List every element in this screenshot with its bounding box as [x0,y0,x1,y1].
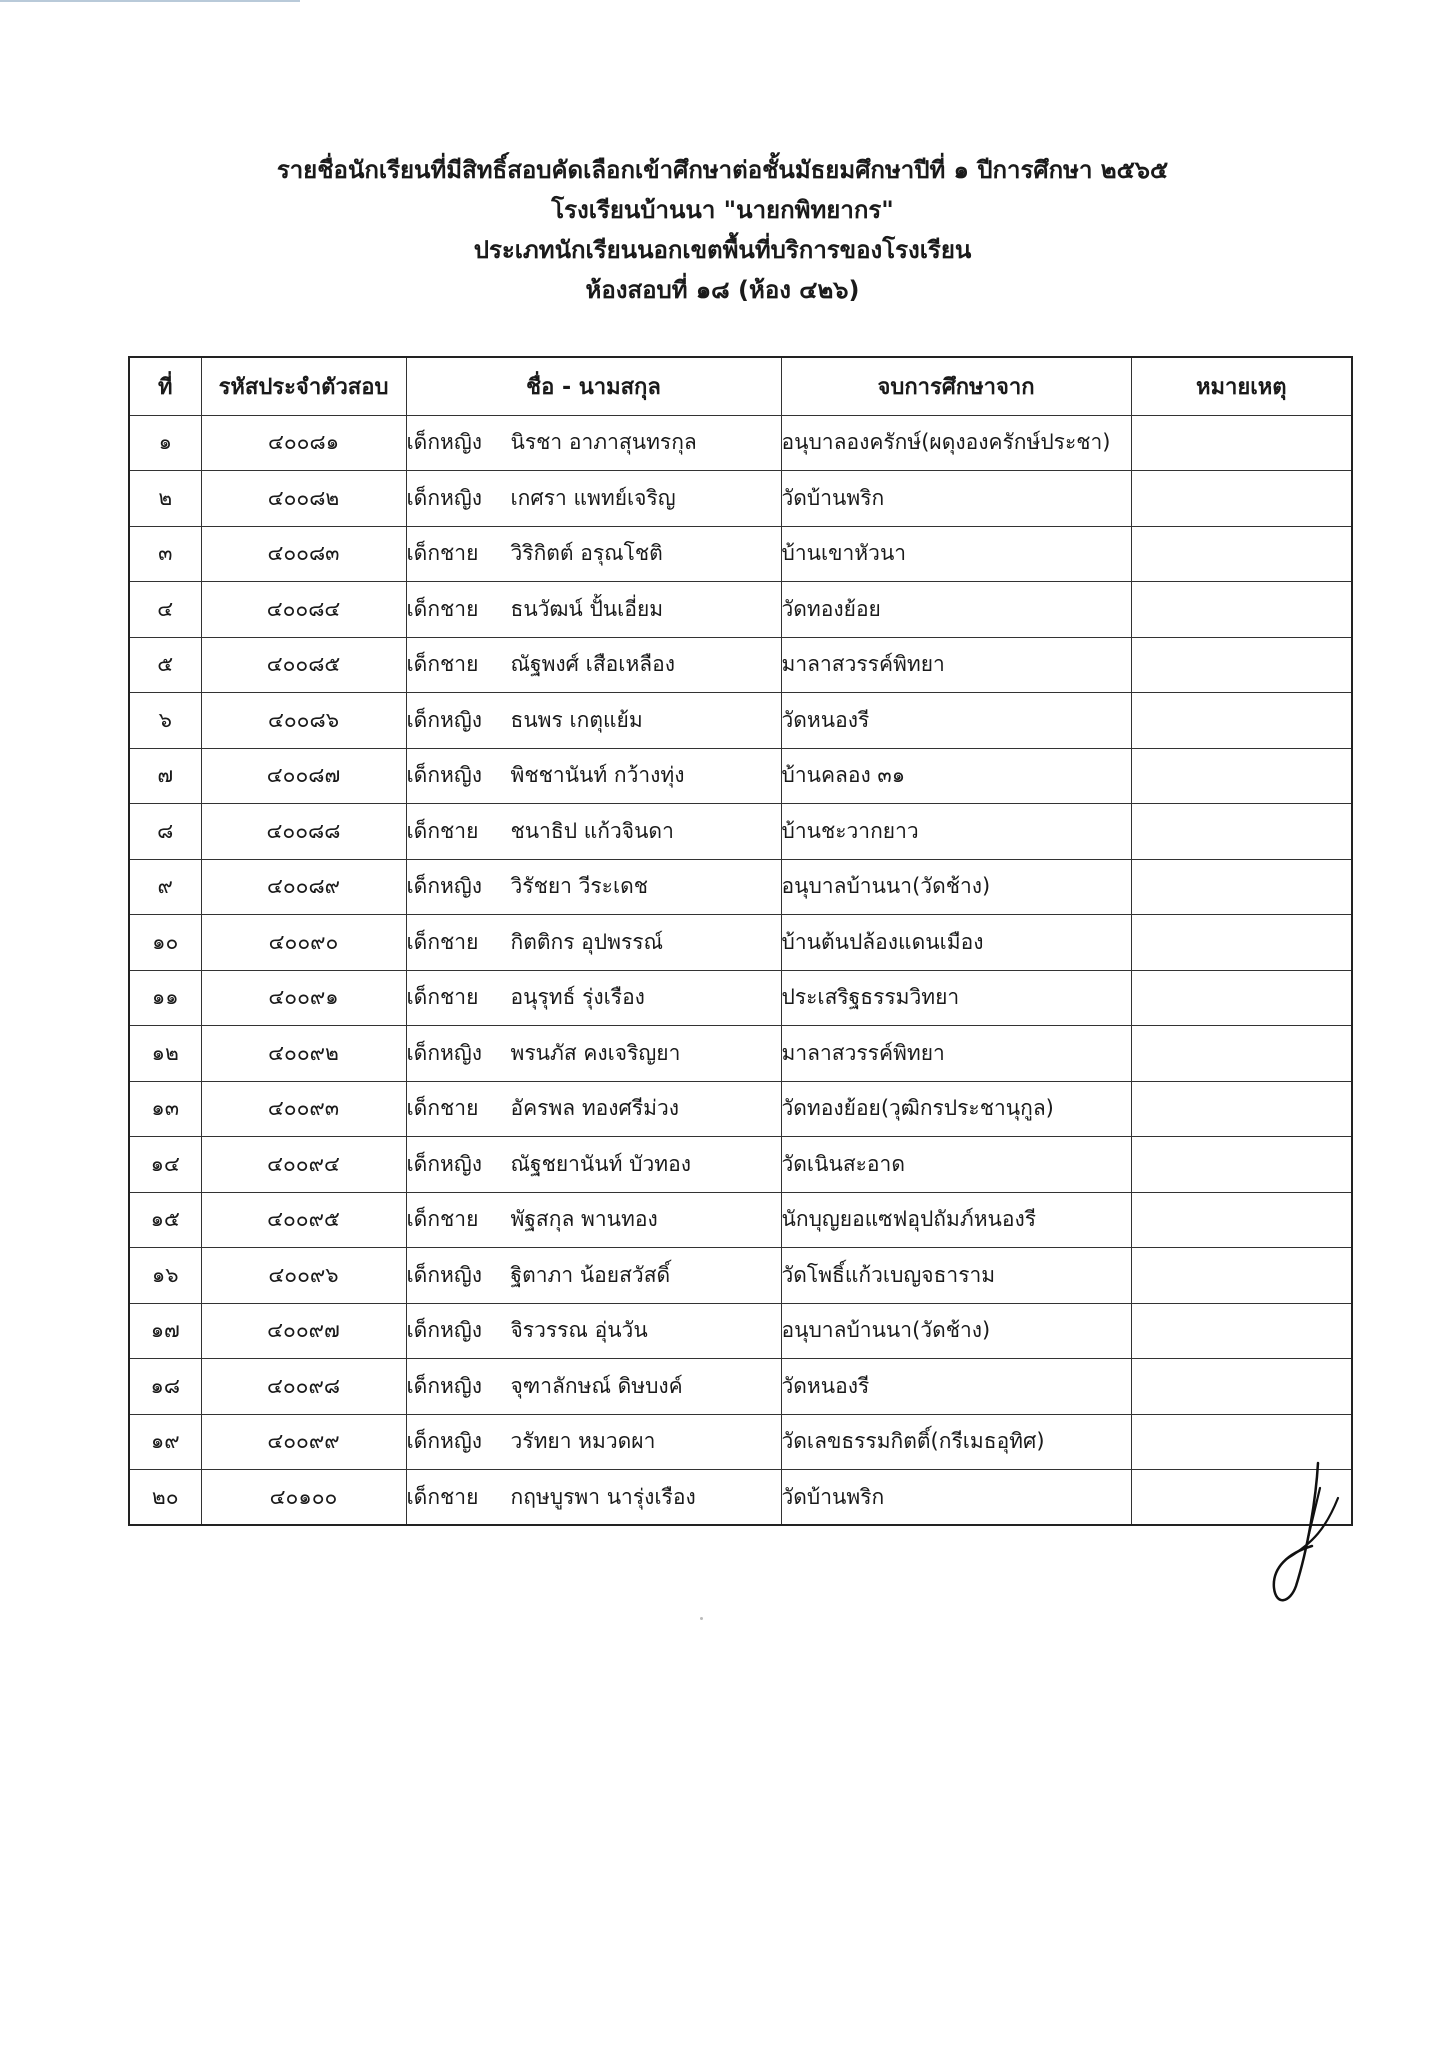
row-number: ๑๕ [129,1192,201,1248]
student-name-cell [406,1248,781,1304]
table-row [129,1137,1352,1193]
exam-id: ๔๐๑๐๐ [201,1470,406,1526]
table-row [129,1303,1352,1359]
row-number: ๒๐ [129,1470,201,1526]
row-number: ๑ [129,415,201,471]
exam-id: ๔๐๐๘๘ [201,804,406,860]
student-name-cell [406,1470,781,1526]
table-row [129,1359,1352,1415]
exam-id: ๔๐๐๘๑ [201,415,406,471]
note-cell [1131,471,1352,527]
student-name: ณัฐพงศ์ เสือเหลือง [510,652,676,677]
row-number: ๑๗ [129,1303,201,1359]
exam-id: ๔๐๐๘๖ [201,693,406,749]
row-number: ๑๙ [129,1414,201,1470]
row-number: ๓ [129,526,201,582]
name-prefix: เด็กหญิง [406,430,483,455]
student-name-cell [406,804,781,860]
name-prefix: เด็กหญิง [406,874,483,899]
table-row [129,915,1352,971]
previous-school: วัดหนองรี [781,693,1131,749]
student-name: พิชชานันท์ กว้างทุ่ง [510,763,685,788]
student-name: กิตติกร อุปพรรณ์ [510,929,663,954]
student-name: วิริกิตต์ อรุณโชติ [510,541,663,566]
student-name-cell [406,1137,781,1193]
student-table-container [128,356,1351,1526]
name-prefix: เด็กชาย [406,541,479,566]
table-row [129,471,1352,527]
exam-id: ๔๐๐๙๔ [201,1137,406,1193]
previous-school: บ้านต้นปล้องแดนเมือง [781,915,1131,971]
note-cell [1131,415,1352,471]
note-cell [1131,637,1352,693]
table-row [129,1081,1352,1137]
table-row [129,582,1352,638]
exam-id: ๔๐๐๘๔ [201,582,406,638]
table-row [129,1026,1352,1082]
name-prefix: เด็กชาย [406,818,479,843]
row-number: ๑๖ [129,1248,201,1304]
previous-school: วัดบ้านพริก [781,1470,1131,1526]
scan-speck [700,1617,703,1620]
table-row [129,804,1352,860]
document-header [200,150,1245,310]
previous-school: วัดทองย้อย(วุฒิกรประชานุกูล) [781,1081,1131,1137]
exam-id: ๔๐๐๙๕ [201,1192,406,1248]
exam-id: ๔๐๐๙๓ [201,1081,406,1137]
name-prefix: เด็กหญิง [406,1373,483,1398]
note-cell [1131,859,1352,915]
student-name: วิรัชยา วีระเดช [510,874,649,899]
header-no: ที่ [129,357,201,415]
note-cell [1131,1192,1352,1248]
student-name-cell [406,582,781,638]
name-prefix: เด็กชาย [406,929,479,954]
student-name-cell [406,637,781,693]
previous-school: มาลาสวรรค์พิทยา [781,1026,1131,1082]
table-row [129,748,1352,804]
student-name: กฤษบูรพา นารุ่งเรือง [510,1484,696,1509]
row-number: ๖ [129,693,201,749]
note-cell [1131,582,1352,638]
note-cell [1131,1026,1352,1082]
previous-school: วัดทองย้อย [781,582,1131,638]
name-prefix: เด็กหญิง [406,1040,483,1065]
note-cell [1131,915,1352,971]
name-prefix: เด็กชาย [406,1207,479,1232]
table-row [129,859,1352,915]
student-name: พัฐสกุล พานทอง [510,1207,658,1232]
note-cell [1131,804,1352,860]
row-number: ๙ [129,859,201,915]
row-number: ๑๒ [129,1026,201,1082]
student-name: ฐิตาภา น้อยสวัสดิ์ [510,1262,671,1287]
student-name: จุฑาลักษณ์ ดิษบงค์ [510,1373,683,1398]
row-number: ๗ [129,748,201,804]
student-category: ประเภทนักเรียนนอกเขตพื้นที่บริการของโรงเรียน [473,236,972,264]
previous-school: อนุบาลบ้านนา(วัดช้าง) [781,1303,1131,1359]
name-prefix: เด็กชาย [406,1484,479,1509]
note-cell [1131,1137,1352,1193]
exam-id: ๔๐๐๙๑ [201,970,406,1026]
name-prefix: เด็กหญิง [406,1151,483,1176]
table-row [129,970,1352,1026]
student-name-cell [406,1026,781,1082]
row-number: ๕ [129,637,201,693]
student-name-cell [406,748,781,804]
school-name: โรงเรียนบ้านนา "นายกพิทยากร" [551,196,894,224]
exam-id: ๔๐๐๙๒ [201,1026,406,1082]
previous-school: นักบุญยอแซฟอุปถัมภ์หนองรี [781,1192,1131,1248]
header-exam-id: รหัสประจำตัวสอบ [201,357,406,415]
note-cell [1131,1081,1352,1137]
name-prefix: เด็กหญิง [406,707,483,732]
previous-school: วัดเนินสะอาด [781,1137,1131,1193]
table-body [129,415,1352,1525]
table-row [129,637,1352,693]
table-header-row [129,357,1352,415]
exam-room: ห้องสอบที่ ๑๘ (ห้อง ๔๒๖) [585,276,860,304]
exam-id: ๔๐๐๙๖ [201,1248,406,1304]
header-full-name: ชื่อ - นามสกุล [406,357,781,415]
table-row [129,1192,1352,1248]
note-cell [1131,748,1352,804]
exam-id: ๔๐๐๙๗ [201,1303,406,1359]
note-cell [1131,526,1352,582]
note-cell [1131,1303,1352,1359]
exam-id: ๔๐๐๙๐ [201,915,406,971]
student-name: ธนพร เกตุแย้ม [510,707,643,732]
student-name: ธนวัฒน์ ปั้นเอี่ยม [510,596,664,621]
exam-id: ๔๐๐๘๙ [201,859,406,915]
signature-mark [1268,1458,1348,1608]
previous-school: วัดบ้านพริก [781,471,1131,527]
header-previous-school: จบการศึกษาจาก [781,357,1131,415]
row-number: ๘ [129,804,201,860]
student-name-cell [406,693,781,749]
student-table [128,356,1353,1526]
name-prefix: เด็กชาย [406,596,479,621]
student-name-cell [406,1303,781,1359]
row-number: ๑๓ [129,1081,201,1137]
student-name-cell [406,915,781,971]
name-prefix: เด็กหญิง [406,1318,483,1343]
row-number: ๑๘ [129,1359,201,1415]
previous-school: อนุบาลบ้านนา(วัดช้าง) [781,859,1131,915]
student-name: วรัทยา หมวดผา [510,1429,656,1454]
previous-school: บ้านเขาหัวนา [781,526,1131,582]
student-name: ณัฐชยานันท์ บัวทอง [510,1151,691,1176]
previous-school: มาลาสวรรค์พิทยา [781,637,1131,693]
student-name-cell [406,970,781,1026]
note-cell [1131,1248,1352,1304]
exam-id: ๔๐๐๙๘ [201,1359,406,1415]
note-cell [1131,970,1352,1026]
student-name-cell [406,526,781,582]
student-name: อนุรุทธ์ รุ่งเรือง [510,985,645,1010]
previous-school: อนุบาลองครักษ์(ผดุงองครักษ์ประชา) [781,415,1131,471]
student-name: อัครพล ทองศรีม่วง [510,1096,680,1121]
header-note: หมายเหตุ [1131,357,1352,415]
student-name: นิรชา อาภาสุนทรกุล [510,430,697,455]
previous-school: บ้านชะวากยาว [781,804,1131,860]
table-row [129,526,1352,582]
name-prefix: เด็กชาย [406,985,479,1010]
previous-school: บ้านคลอง ๓๑ [781,748,1131,804]
student-name-cell [406,471,781,527]
student-name-cell [406,1081,781,1137]
row-number: ๑๑ [129,970,201,1026]
exam-id: ๔๐๐๘๕ [201,637,406,693]
row-number: ๒ [129,471,201,527]
table-row [129,1414,1352,1470]
student-name-cell [406,859,781,915]
previous-school: วัดโพธิ์แก้วเบญจธาราม [781,1248,1131,1304]
exam-id: ๔๐๐๘๓ [201,526,406,582]
name-prefix: เด็กหญิง [406,485,483,510]
student-name-cell [406,1192,781,1248]
name-prefix: เด็กชาย [406,1096,479,1121]
note-cell [1131,693,1352,749]
exam-id: ๔๐๐๘๒ [201,471,406,527]
table-row [129,1470,1352,1526]
table-row [129,693,1352,749]
exam-id: ๔๐๐๘๗ [201,748,406,804]
name-prefix: เด็กหญิง [406,763,483,788]
student-name-cell [406,415,781,471]
exam-id: ๔๐๐๙๙ [201,1414,406,1470]
name-prefix: เด็กชาย [406,652,479,677]
previous-school: วัดเลขธรรมกิตติ์(กรีเมธอุทิศ) [781,1414,1131,1470]
name-prefix: เด็กหญิง [406,1262,483,1287]
student-name: เกศรา แพทย์เจริญ [510,485,676,510]
previous-school: ประเสริฐธรรมวิทยา [781,970,1131,1026]
student-name-cell [406,1414,781,1470]
scan-edge-line [0,0,300,2]
title-line-1: รายชื่อนักเรียนที่มีสิทธิ์สอบคัดเลือกเข้าศึกษาต่อชั้นมัธยมศึกษาปีที่ ๑ ปีการศึกษา ๒๕๖๕ [276,156,1169,184]
table-row [129,415,1352,471]
row-number: ๔ [129,582,201,638]
row-number: ๑๔ [129,1137,201,1193]
table-row [129,1248,1352,1304]
previous-school: วัดหนองรี [781,1359,1131,1415]
note-cell [1131,1359,1352,1415]
student-name: จิรวรรณ อุ่นวัน [510,1318,648,1343]
student-name: ชนาธิป แก้วจินดา [510,818,674,843]
student-name-cell [406,1359,781,1415]
row-number: ๑๐ [129,915,201,971]
name-prefix: เด็กหญิง [406,1429,483,1454]
student-name: พรนภัส คงเจริญยา [510,1040,681,1065]
